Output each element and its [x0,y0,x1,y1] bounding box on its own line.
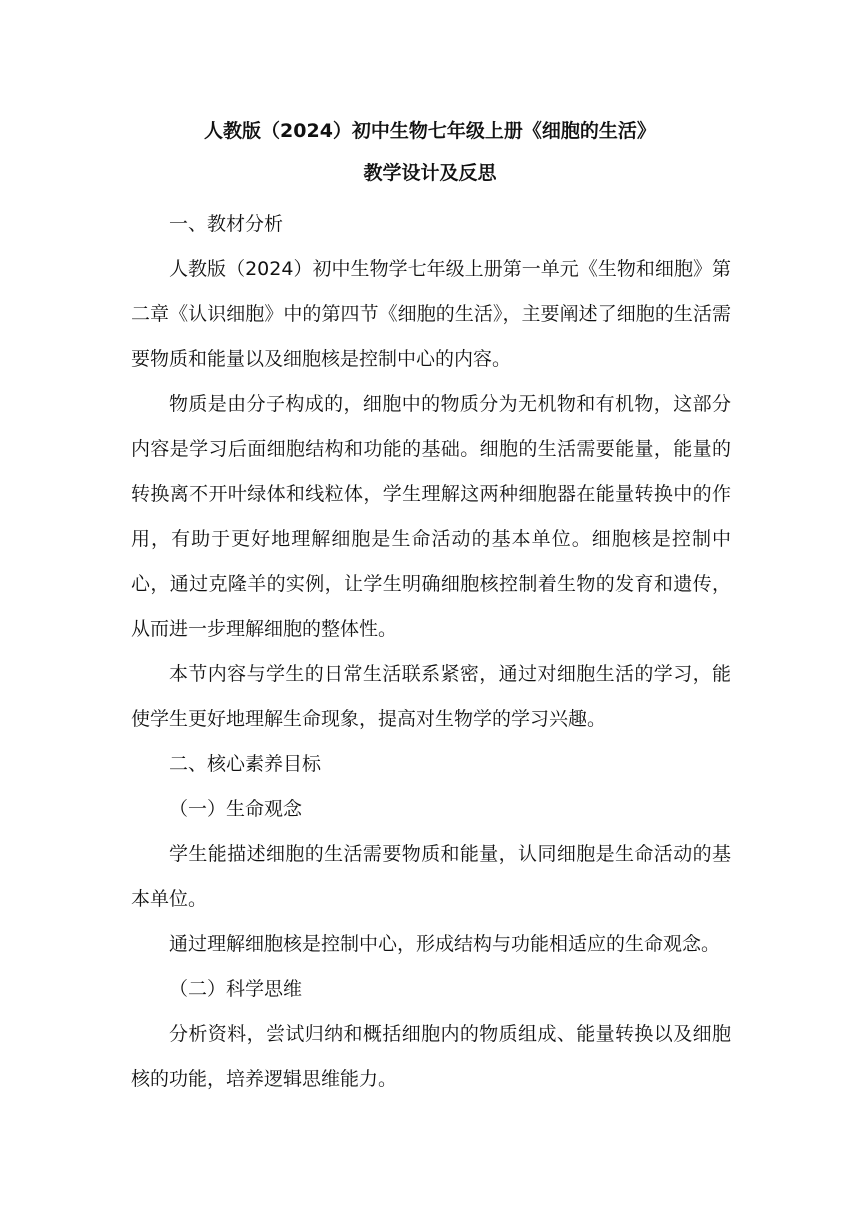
document-title: 人教版（2024）初中生物七年级上册《细胞的生活》 [204,120,656,142]
paragraph-daily-life-connection: 本节内容与学生的日常生活联系紧密，通过对细胞生活的学习，能使学生更好地理解生命现象，提高对生物学的学习兴趣。 [131,663,731,730]
paragraph-textbook-position: 人教版（2024）初中生物学七年级上册第一单元《生物和细胞》第二章《认识细胞》中的第四节《细胞的生活》，主要阐述了细胞的生活需要物质和能量以及细胞核是控制中心的内容。 [131,258,731,370]
document-body [131,202,731,1102]
section-heading-core-literacy: 二、核心素养目标 [169,753,322,775]
subsection-heading-scientific-thinking: （二）科学思维 [169,978,303,1000]
subsection-heading-life-concept: （一）生命观念 [169,798,303,820]
paragraph-life-concept-1: 学生能描述细胞的生活需要物质和能量，认同细胞是生命活动的基本单位。 [131,843,731,910]
paragraph-scientific-thinking: 分析资料，尝试归纳和概括细胞内的物质组成、能量转换以及细胞核的功能，培养逻辑思维能力。 [131,1023,731,1090]
paragraph-matter-and-energy: 物质是由分子构成的，细胞中的物质分为无机物和有机物，这部分内容是学习后面细胞结构和功能的基础。细胞的生活需要能量，能量的转换离不开叶绿体和线粒体，学生理解这两种细胞器在能量转换中的作用，有助于更好地理解细胞是生命活动的基本单位。细胞核是控制中心，通过克隆羊的实例，让学生明确细胞核控制着生物的发育和遗传，从而进一步理解细胞的整体性。 [131,393,731,640]
paragraph-life-concept-2: 通过理解细胞核是控制中心，形成结构与功能相适应的生命观念。 [169,933,721,955]
section-heading-textbook-analysis: 一、教材分析 [169,213,284,235]
document-subtitle: 教学设计及反思 [363,162,497,184]
